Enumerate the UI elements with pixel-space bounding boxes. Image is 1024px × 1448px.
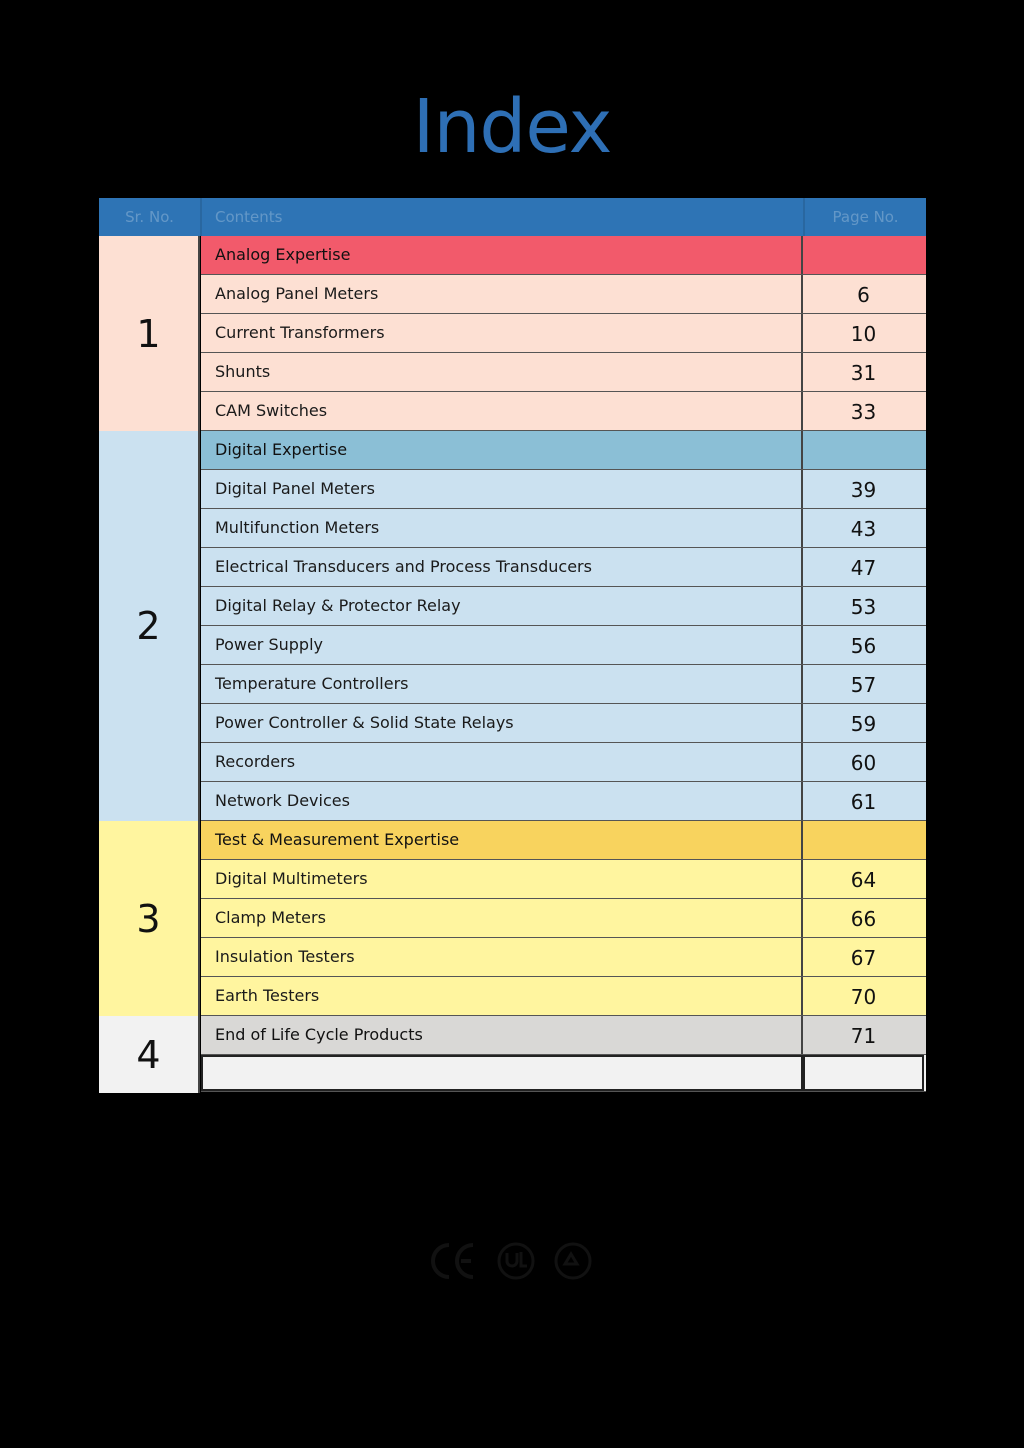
content-label: Temperature Controllers xyxy=(201,665,803,703)
header-page-no: Page No. xyxy=(832,208,899,226)
page-number: 61 xyxy=(850,790,877,814)
ce-mark-icon xyxy=(433,1245,473,1277)
page-number xyxy=(803,1055,924,1091)
content-label: Network Devices xyxy=(201,782,803,820)
recycle-mark-icon xyxy=(556,1244,590,1278)
content-label: Multifunction Meters xyxy=(201,509,803,547)
section-heading: Test & Measurement Expertise xyxy=(201,821,803,859)
page-number: 60 xyxy=(850,751,877,775)
table-row xyxy=(201,314,926,353)
content-label: Recorders xyxy=(201,743,803,781)
table-row xyxy=(201,1055,926,1092)
table-row xyxy=(201,392,926,431)
section-number: 3 xyxy=(99,821,200,1016)
table-row xyxy=(201,860,926,899)
table-row xyxy=(201,626,926,665)
table-row xyxy=(201,899,926,938)
certification-marks xyxy=(427,1240,597,1282)
page-number: 71 xyxy=(850,1024,877,1048)
section-number: 1 xyxy=(99,236,200,431)
page-number: 33 xyxy=(850,400,877,424)
page-number: 59 xyxy=(850,712,877,736)
table-row xyxy=(201,743,926,782)
table-header xyxy=(99,198,926,236)
section-heading-row xyxy=(201,431,926,470)
table-row xyxy=(201,665,926,704)
page-number xyxy=(803,236,924,274)
page-number: 47 xyxy=(850,556,877,580)
page-number: 66 xyxy=(850,907,877,931)
content-label: Shunts xyxy=(201,353,803,391)
content-label: Power Controller & Solid State Relays xyxy=(201,704,803,742)
section-heading-row xyxy=(201,821,926,860)
page-number: 31 xyxy=(850,361,877,385)
table-row xyxy=(201,275,926,314)
section-heading: Analog Expertise xyxy=(201,236,803,274)
header-sr-no: Sr. No. xyxy=(125,208,174,226)
content-label: Earth Testers xyxy=(201,977,803,1015)
page-number: 70 xyxy=(850,985,877,1009)
page-number: 43 xyxy=(850,517,877,541)
content-label: Electrical Transducers and Process Transducers xyxy=(201,548,803,586)
section-heading: Digital Expertise xyxy=(201,431,803,469)
content-label: Digital Multimeters xyxy=(201,860,803,898)
section-number: 2 xyxy=(99,431,200,821)
page-number: 39 xyxy=(850,478,877,502)
table-row xyxy=(201,977,926,1016)
page-number: 56 xyxy=(850,634,877,658)
content-label: CAM Switches xyxy=(201,392,803,430)
page-title: Index xyxy=(412,84,612,170)
header-divider xyxy=(200,198,202,236)
page-number: 53 xyxy=(850,595,877,619)
content-label: Digital Panel Meters xyxy=(201,470,803,508)
page-number: 57 xyxy=(850,673,877,697)
page-number: 67 xyxy=(850,946,877,970)
table-row xyxy=(201,704,926,743)
page-number: 10 xyxy=(850,322,877,346)
table-row xyxy=(201,782,926,821)
section-heading-row xyxy=(201,1016,926,1055)
section-heading-row xyxy=(201,236,926,275)
page-number: 6 xyxy=(857,283,870,307)
header-contents: Contents xyxy=(215,208,283,226)
table-row xyxy=(201,587,926,626)
content-label: Clamp Meters xyxy=(201,899,803,937)
content-label: Digital Relay & Protector Relay xyxy=(201,587,803,625)
ul-mark-icon xyxy=(499,1244,533,1278)
content-label: Current Transformers xyxy=(201,314,803,352)
table-row xyxy=(201,548,926,587)
table-row xyxy=(201,470,926,509)
table-row xyxy=(201,509,926,548)
content-label: Analog Panel Meters xyxy=(201,275,803,313)
content-label: Insulation Testers xyxy=(201,938,803,976)
page-number xyxy=(803,821,924,859)
content-label xyxy=(201,1055,803,1091)
section-number: 4 xyxy=(99,1016,200,1093)
table-row xyxy=(201,353,926,392)
table-row xyxy=(201,938,926,977)
page-number: 64 xyxy=(850,868,877,892)
page-number xyxy=(803,431,924,469)
content-label: Power Supply xyxy=(201,626,803,664)
section-heading: End of Life Cycle Products xyxy=(201,1016,803,1054)
